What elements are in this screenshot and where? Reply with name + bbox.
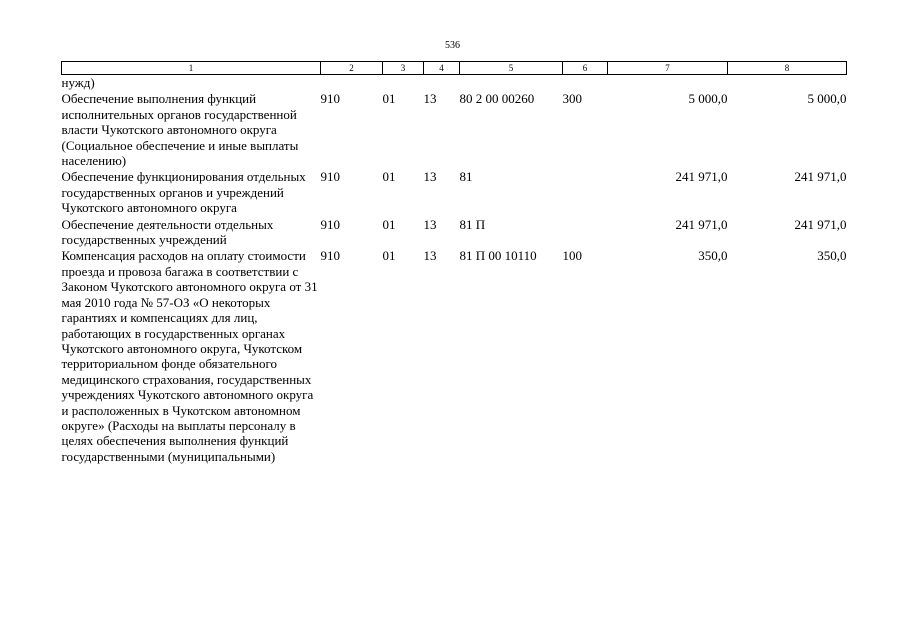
column-header-7: 7 bbox=[608, 62, 728, 75]
row-csr: 80 2 00 00260 bbox=[459, 91, 535, 107]
row-sum-2: 241 971,0 bbox=[794, 169, 847, 185]
row-sum-1: 241 971,0 bbox=[675, 169, 728, 185]
row-name: Обеспечение выполнения функций исполнительных органов государственной власти Чукотского автономного округа (Социальное обеспечение и иные выплаты населению) bbox=[61, 91, 299, 169]
column-header-3: 3 bbox=[383, 62, 424, 75]
row-sum-1: 5 000,0 bbox=[688, 91, 728, 107]
column-header-4: 4 bbox=[424, 62, 460, 75]
page-number: 536 bbox=[445, 40, 460, 51]
row-rz bbox=[383, 75, 424, 92]
row-rz: 01 bbox=[382, 216, 396, 232]
row-rz: 01 bbox=[382, 91, 396, 107]
row-pr: 13 bbox=[423, 248, 437, 264]
row-sum-2: 241 971,0 bbox=[794, 216, 847, 232]
row-vr bbox=[563, 169, 608, 216]
table-row bbox=[62, 75, 847, 92]
row-gr bbox=[321, 75, 383, 92]
row-csr bbox=[460, 75, 563, 92]
row-vr: 100 bbox=[562, 248, 582, 264]
column-header-2: 2 bbox=[321, 62, 383, 75]
row-name: Компенсация расходов на оплату стоимости проезда и провоза багажа в соответствии с Законом Чукотского автономного округа от 31 мая 2010 года № 57-ОЗ «О некоторых гарантиях и компенсациях для лиц, работающих в государственных органах Чукотского автономного округа, Чукотском территориальном фонде обязательного медицинского страхования, государственных учреждениях Чукотского автономного округа и расположенных в Чукотском автономном округе» (Расходы на выплаты персоналу в целях обеспечения выполнения функций государственными (муниципальными) bbox=[61, 248, 318, 464]
column-header-1: 1 bbox=[62, 62, 321, 75]
row-sum-2: 5 000,0 bbox=[807, 91, 847, 107]
row-gr: 910 bbox=[320, 169, 340, 185]
row-gr: 910 bbox=[320, 216, 340, 232]
table-row bbox=[62, 169, 847, 216]
row-sum-2: 350,0 bbox=[817, 248, 847, 264]
row-csr: 81 П bbox=[459, 216, 486, 232]
column-header-5: 5 bbox=[460, 62, 563, 75]
row-gr: 910 bbox=[320, 248, 340, 264]
row-sum-2 bbox=[728, 75, 847, 92]
row-name: нужд) bbox=[61, 75, 95, 90]
table-row bbox=[62, 217, 847, 249]
budget-table bbox=[61, 61, 847, 465]
column-header-8: 8 bbox=[728, 62, 847, 75]
row-sum-1 bbox=[608, 75, 728, 92]
row-name: Обеспечение функционирования отдельных государственных органов и учреждений Чукотского автономного округа bbox=[61, 169, 306, 216]
row-rz: 01 bbox=[382, 248, 396, 264]
row-name: Обеспечение деятельности отдельных государственных учреждений bbox=[61, 216, 274, 248]
row-csr: 81 bbox=[459, 169, 473, 185]
row-pr bbox=[424, 75, 460, 92]
table-row bbox=[62, 91, 847, 169]
row-sum-1: 350,0 bbox=[698, 248, 728, 264]
row-gr: 910 bbox=[320, 91, 340, 107]
row-pr: 13 bbox=[423, 216, 437, 232]
row-sum-1: 241 971,0 bbox=[675, 216, 728, 232]
row-rz: 01 bbox=[382, 169, 396, 185]
table-row bbox=[62, 248, 847, 465]
row-vr bbox=[563, 217, 608, 249]
column-number-header bbox=[62, 62, 847, 75]
row-pr: 13 bbox=[423, 169, 437, 185]
column-header-6: 6 bbox=[563, 62, 608, 75]
row-pr: 13 bbox=[423, 91, 437, 107]
row-vr: 300 bbox=[562, 91, 582, 107]
row-vr bbox=[563, 75, 608, 92]
row-csr: 81 П 00 10110 bbox=[459, 248, 537, 264]
